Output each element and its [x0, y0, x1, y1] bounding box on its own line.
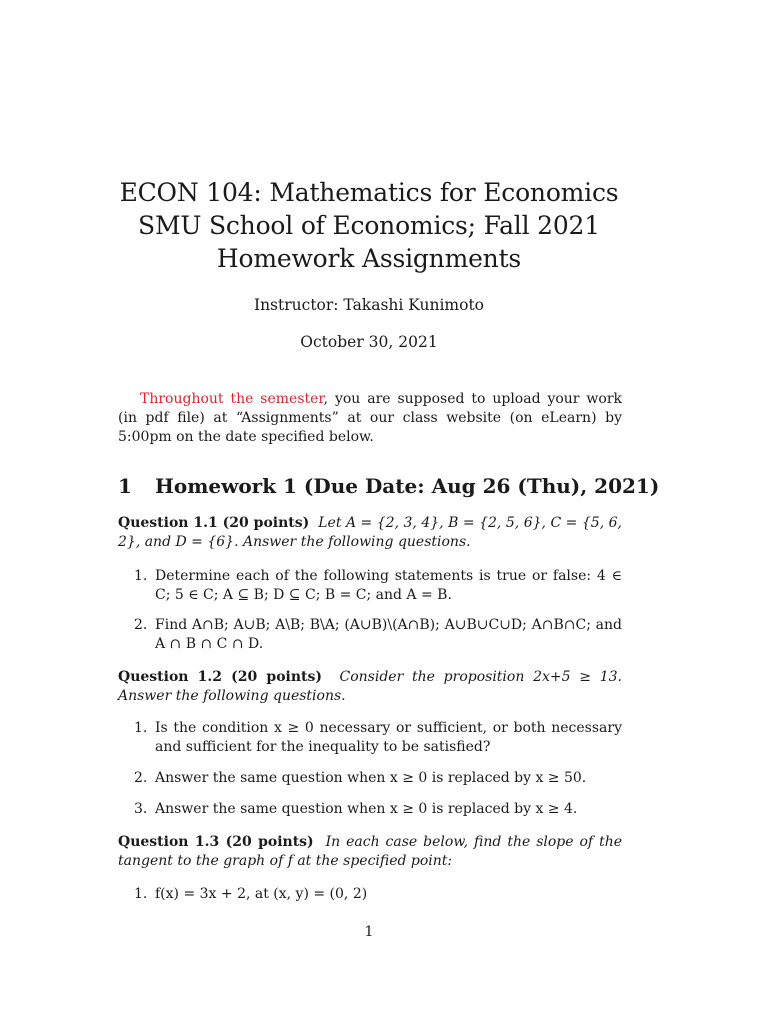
- course-title: ECON 104: Mathematics for Economics: [119, 178, 619, 207]
- school-term: SMU School of Economics; Fall 2021: [138, 211, 600, 240]
- list-item-number: 2.: [134, 617, 148, 633]
- question-heading: Question 1.1 (20 points): [118, 515, 310, 531]
- list-item-text: Answer the same question when x ≥ 0 is replaced by x ≥ 4.: [155, 801, 578, 817]
- question-heading: Question 1.3 (20 points): [118, 834, 314, 850]
- list-item: [134, 885, 622, 904]
- document-subtitle: Homework Assignments: [216, 244, 522, 273]
- list-item: [134, 800, 622, 819]
- intro-paragraph: [118, 390, 622, 447]
- document-title: [0, 176, 738, 275]
- question-1-1: [118, 514, 622, 552]
- intro-text: , you are supposed to upload your work (in pdf file) at “Assignments” at our class website (on eLearn) by 5:00pm on the date specified below.: [118, 391, 622, 445]
- list-item-number: 3.: [134, 801, 148, 817]
- list-item-number: 2.: [134, 770, 148, 786]
- list-item-text: Answer the same question when x ≥ 0 is replaced by x ≥ 50.: [155, 770, 587, 786]
- question-prompt: Let A = {2, 3, 4}, B = {2, 5, 6}, C = {5, 6, 2}, and D = {6}. Answer the following questions.: [118, 515, 622, 550]
- section-heading: [118, 474, 660, 498]
- list-item: [134, 616, 622, 654]
- list-item-number: 1.: [134, 886, 148, 902]
- list-item-number: 1.: [134, 568, 148, 584]
- question-1-2: [118, 668, 622, 706]
- intro-highlight: Throughout the semester: [140, 391, 324, 407]
- instructor-line: Instructor: Takashi Kunimoto: [253, 296, 485, 314]
- question-heading: Question 1.2 (20 points): [118, 669, 323, 685]
- list-item-text: Determine each of the following statements is true or false: 4 ∈ C; 5 ∈ C; A ⊆ B; D ⊆ C; B = C; and A = B.: [155, 568, 622, 603]
- question-prompt: Consider the proposition 2x+5 ≥ 13. Answer the following questions.: [118, 669, 622, 704]
- list-item-text: f(x) = 3x + 2, at (x, y) = (0, 2): [155, 886, 368, 902]
- page-number: 1: [364, 924, 374, 940]
- list-item: [134, 567, 622, 605]
- list-item-text: Is the condition x ≥ 0 necessary or sufficient, or both necessary and sufficient for the inequality to be satisfied?: [155, 720, 622, 755]
- document-date: October 30, 2021: [300, 333, 438, 351]
- list-item-text: Find A∩B; A∪B; A\B; B\A; (A∪B)\(A∩B); A∪B∪C∪D; A∩B∩C; and A ∩ B ∩ C ∩ D.: [155, 617, 622, 652]
- section-number: 1: [118, 474, 132, 498]
- list-item-number: 1.: [134, 720, 148, 736]
- list-item: [134, 719, 622, 757]
- list-item: [134, 769, 622, 788]
- section-title: Homework 1 (Due Date: Aug 26 (Thu), 2021): [155, 474, 660, 498]
- question-1-3: [118, 833, 622, 871]
- question-prompt: In each case below, find the slope of the tangent to the graph of f at the specified point:: [118, 834, 622, 869]
